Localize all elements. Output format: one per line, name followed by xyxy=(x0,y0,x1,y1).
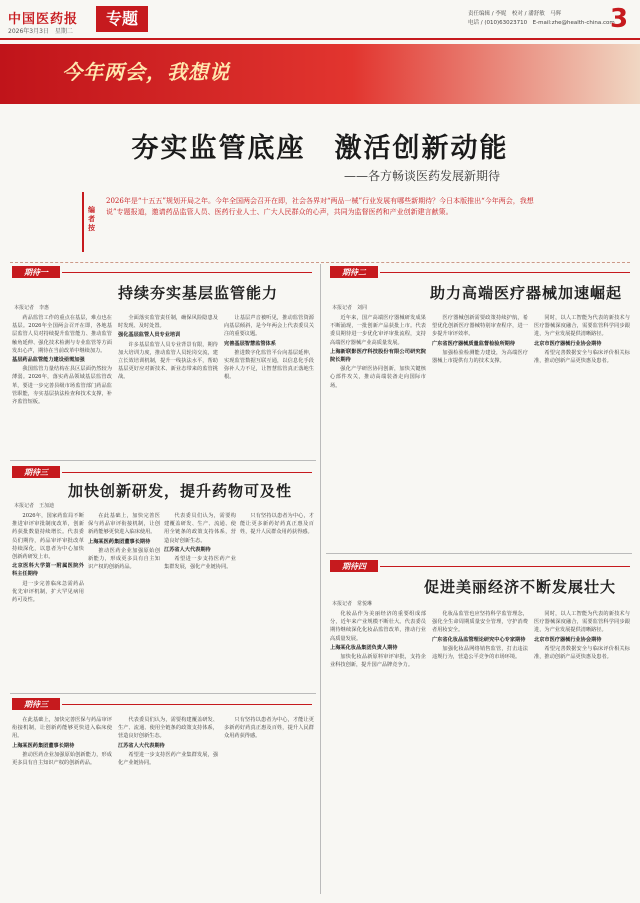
article-paragraph: 希望完善数据安全与临床评价相关标准，推动创新产品更快惠及患者。 xyxy=(534,645,630,661)
article-paragraph: 希望进一步支持医药产业集群发展，强化产业链协同。 xyxy=(164,556,236,571)
article-subhead: 广东省化妆品监管理论研究中心专家期待 xyxy=(432,636,526,643)
article-paragraph: 让基层声音被听见，推动监管资源向基层倾斜，是今年两会上代表委员关注的重要议题。 xyxy=(224,315,314,338)
article-paragraph: 在此基础上，加快完善医保与药品审评衔接机制，让创新药能够更快进入临床使用。 xyxy=(12,717,112,740)
divider xyxy=(10,693,316,694)
headline: 夯实监管底座 激活创新动能 xyxy=(131,133,509,164)
article-paragraph: 化妆品监管也应坚持科学监管理念，强化全生命周期质量安全管理，守护消费者用妆安全。 xyxy=(432,611,528,634)
section-title: 促进美丽经济不断发展壮大 xyxy=(424,578,617,596)
credit-line: 电话 / (010)63023710 E-mail:zhe@health-china.com xyxy=(468,20,615,26)
topic-banner xyxy=(0,44,640,104)
section-rule xyxy=(62,272,312,273)
issue-date: 2026年3月3日 星期二 xyxy=(8,28,73,35)
section-tag: 期待三 xyxy=(12,466,60,478)
article-paragraph: 许多基层监管人员专业背景有限，期待加大培训力度，推动监管人员轮岗交流，建立长效培训机制，提升一线执法水平，帮助基层更好应对新技术、新业态带来的监管挑战。 xyxy=(118,341,218,381)
article-subhead: 北京医科大学第一附属医院外科主任期待 xyxy=(12,563,84,578)
section-label: 专题 xyxy=(96,6,148,32)
article-paragraph: 推动医药企业加强原始创新能力，形成更多具有自主知识产权的创新药品。 xyxy=(88,547,160,571)
article-column xyxy=(224,314,314,454)
article-column xyxy=(330,610,426,895)
section-tag: 期待一 xyxy=(12,266,60,278)
byline: 本报记者 王加迪 xyxy=(14,503,55,509)
article-column xyxy=(118,314,218,454)
divider xyxy=(10,460,316,461)
article-paragraph: 同时，以人工智能为代表的新技术与医疗器械深度融合，需要监管科学同步跟进，为产业发展提供清晰路径。 xyxy=(534,315,630,338)
article-subhead: 上海某医药集团董事长期待 xyxy=(12,742,75,749)
article-subhead: 广东省医疗器械质量监督检验所期待 xyxy=(432,340,516,347)
article-column xyxy=(12,314,112,454)
article-subhead: 上海某医药集团董事长期待 xyxy=(88,538,151,545)
divider xyxy=(326,553,632,554)
section-rule xyxy=(380,566,630,567)
editor-credits xyxy=(468,10,615,28)
section-tag: 期待三 xyxy=(12,698,60,710)
editor-note-text: 2026年是“十五五”规划开局之年。今年全国两会召开在即，社会各界对“两品一械”行业发展有哪些新期待？今日本版推出“今年两会，我想说”专题报道，邀请药品监管人员、医药行业人士、广大人民群众的心声，共同为监督医药和产业创新建言献策。 xyxy=(106,197,534,216)
editor-note-tag: 编者按 xyxy=(88,205,95,232)
article-column xyxy=(224,716,314,896)
credit-line: 责任编辑 / 李妮 校对 / 潘舒敏 马辉 xyxy=(468,11,562,17)
article-paragraph: 化妆品作为美丽经济的重要组成部分，近年来产业规模不断壮大。代表委员期待继续深化化妆品监管改革，推动行业高质量发展。 xyxy=(330,611,426,642)
article-column xyxy=(534,610,630,895)
article-paragraph: 希望完善数据安全与临床评价相关标准，推动创新产品更快惠及患者。 xyxy=(534,349,630,365)
article-paragraph: 医疗器械创新需要政策持续护航，希望优化创新医疗器械特别审查程序，进一步提升审评效率。 xyxy=(432,315,528,338)
article-column xyxy=(88,512,160,687)
article-column xyxy=(534,314,630,549)
article-column xyxy=(12,512,84,687)
article-column xyxy=(12,716,112,896)
subheadline: ——各方畅谈医药发展新期待 xyxy=(343,169,500,183)
section-title: 助力高端医疗器械加速崛起 xyxy=(430,284,623,302)
section-tag: 期待四 xyxy=(330,560,378,572)
article-paragraph: 加强检验检测能力建设，为高端医疗器械上市提供有力的技术支撑。 xyxy=(432,349,528,365)
article-paragraph: 进一步完善临床急需药品优先审评机制，扩大罕见病用药可及性。 xyxy=(12,580,84,604)
section-rule xyxy=(380,272,630,273)
byline: 本报记者 李惠 xyxy=(14,305,50,311)
article-column xyxy=(240,512,314,687)
article-column xyxy=(432,314,528,549)
article-paragraph: 加快化妆品新原料审评审批，支持企业科技创新，提升国产品牌竞争力。 xyxy=(330,654,426,669)
section-rule xyxy=(62,472,312,473)
section-title: 加快创新研发，提升药物可及性 xyxy=(68,482,293,500)
article-column xyxy=(432,610,528,895)
article-column xyxy=(118,716,218,896)
article-paragraph: 我国监管力量结构在县区层面仍然较为薄弱。2026年，落实药品领域基层监管改革，要进一步完善县级市场监管部门药品监管职能，夯实基层执法检查和技术支撑，补齐监管短板。 xyxy=(12,366,112,406)
banner-tag: 今年两会，我想说 xyxy=(62,60,230,84)
article-paragraph: 推进数字化监管平台向基层延伸，实现监管数据互联互通，以信息化手段弥补人力不足，让智慧监管真正落地生根。 xyxy=(224,349,314,381)
article-paragraph: 加强化妆品网络销售监管，打击违法违规行为，营造公平竞争的市场环境。 xyxy=(432,645,528,661)
column-divider xyxy=(320,264,321,894)
article-paragraph: 全面落实监管责任制，确保风险隐患及时发现、及时处置。 xyxy=(118,315,218,330)
section-rule xyxy=(62,704,312,705)
article-paragraph: 2026年，国家药监局不断推进审评审批制度改革，创新药获批数量持续增长。代表委员们期待，药品审评审批改革持续深化，以患者为中心加快创新药研发上市。 xyxy=(12,513,84,561)
article-paragraph: 药品监管工作的重点在基层，难点也在基层。2026年全国两会召开在即，各地基层监管人员对持续提升监管能力、推动监管触角延伸、强化技术检测与专业监管等方面发出心声，期待在当前改革中继续加力。 xyxy=(12,315,112,354)
article-paragraph: 只有坚持以患者为中心，才能让更多新药好药真正惠及百姓，提升人民群众用药获得感。 xyxy=(240,513,314,536)
article-subhead: 江苏省人大代表期待 xyxy=(118,742,165,749)
article-paragraph: 希望进一步支持医药产业集群发展，强化产业链协同。 xyxy=(118,751,218,767)
page-header xyxy=(0,0,640,40)
article-paragraph: 同时，以人工智能为代表的新技术与医疗器械深度融合，需要监管科学同步跟进，为产业发展提供清晰路径。 xyxy=(534,611,630,634)
article-paragraph: 只有坚持以患者为中心，才能让更多新药好药真正惠及百姓，提升人民群众用药获得感。 xyxy=(224,717,314,740)
section-title: 持续夯实基层监管能力 xyxy=(118,284,279,302)
byline: 本报记者 常悦琳 xyxy=(332,601,373,607)
article-subhead: 基层药品监管能力建设亟需加强 xyxy=(12,357,85,364)
article-subhead: 完善基层智慧监管体系 xyxy=(224,340,276,347)
article-paragraph: 在此基础上，加快完善医保与药品审评衔接机制，让创新药能够更快进入临床使用。 xyxy=(88,513,160,536)
article-subhead: 上海某化妆品集团负责人期待 xyxy=(330,644,398,651)
article-paragraph: 近年来，国产高端医疗器械研发成果不断涌现，一批创新产品获批上市。代表委员期待进一步优化审评审批流程，支持高端医疗器械产业高质量发展。 xyxy=(330,315,426,346)
article-paragraph: 代表委员们认为，需要构建覆盖研发、生产、流通、使用全链条的政策支持体系，营造良好创新生态。 xyxy=(164,513,236,544)
article-subhead: 江苏省人大代表期待 xyxy=(164,546,211,553)
page-number: 3 xyxy=(610,4,629,34)
article-column xyxy=(330,314,426,549)
article-column xyxy=(164,512,236,687)
article-subhead: 北京市医疗器械行业协会期待 xyxy=(534,340,602,347)
masthead: 中国医药报 xyxy=(8,12,79,27)
article-paragraph: 推动医药企业加强原始创新能力，形成更多具有自主知识产权的创新药品。 xyxy=(12,751,112,767)
article-paragraph: 代表委员们认为，需要构建覆盖研发、生产、流通、使用全链条的政策支持体系，营造良好创新生态。 xyxy=(118,717,218,740)
section-tag: 期待二 xyxy=(330,266,378,278)
article-paragraph: 强化产学研医协同创新，加快关键核心部件攻关，推动高端装备走向国际市场。 xyxy=(330,366,426,389)
article-subhead: 北京市医疗器械行业协会期待 xyxy=(534,636,602,643)
divider xyxy=(10,262,630,263)
article-subhead: 强化基层监管人员专业培训 xyxy=(118,332,181,339)
byline: 本报记者 刘同 xyxy=(332,305,368,311)
article-subhead: 上海新联影医疗科技股份有限公司研究院院长期待 xyxy=(330,348,426,364)
